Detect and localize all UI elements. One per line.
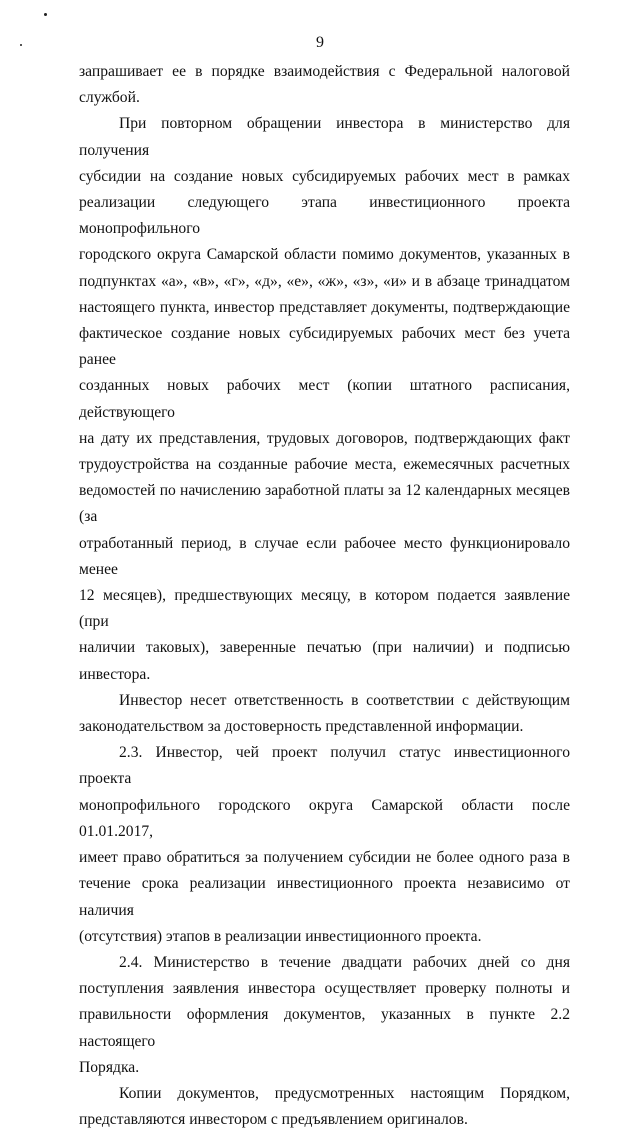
text-line: городского округа Самарской области помимо документов, указанных в (79, 246, 570, 264)
text-line: Порядка. (79, 1058, 140, 1076)
text-line: наличии таковых), заверенные печатью (при наличии) и подписью (79, 639, 570, 657)
text-line: субсидии на создание новых субсидируемых рабочих мест в рамках (79, 167, 570, 185)
text-line: реализации следующего этапа инвестиционного проекта монопрофильного (79, 194, 570, 238)
text-line: 12 месяцев), предшествующих месяцу, в котором подается заявление (при (79, 587, 570, 631)
document-body (79, 59, 570, 1133)
text-line: монопрофильного городского округа Самарской области после 01.01.2017, (79, 796, 570, 840)
text-line: Копии документов, предусмотренных настоящим Порядком, (119, 1084, 570, 1102)
text-line: Инвестор несет ответственность в соответствии с действующим (119, 691, 570, 709)
text-line: законодательством за достоверность представленной информации. (79, 718, 524, 736)
text-line: на дату их представления, трудовых договоров, подтверждающих факт (79, 429, 570, 447)
text-line: поступления заявления инвестора осуществляет проверку полноты и (79, 980, 570, 998)
text-line: 2.3. Инвестор, чей проект получил статус инвестиционного проекта (79, 744, 570, 788)
text-line: При повторном обращении инвестора в министерство для получения (79, 115, 570, 159)
text-line: трудоустройства на созданные рабочие места, ежемесячных расчетных (79, 456, 570, 474)
text-line: запрашивает ее в порядке взаимодействия с Федеральной налоговой (79, 63, 570, 80)
text-line: 2.4. Министерство в течение двадцати рабочих дней со дня (119, 953, 570, 971)
text-line: (отсутствия) этапов в реализации инвестиционного проекта. (79, 927, 482, 945)
text-line: настоящего пункта, инвестор представляет документы, подтверждающие (79, 298, 570, 316)
page-number: 9 (316, 34, 324, 51)
text-line: ведомостей по начислению заработной платы за 12 календарных месяцев (за (79, 482, 570, 526)
text-line: отработанный период, в случае если рабочее место функционировало менее (79, 534, 570, 578)
text-line: инвестора. (79, 665, 151, 683)
text-line: подпунктах «а», «в», «г», «д», «е», «ж», «з», «и» и в абзаце тринадцатом (79, 272, 570, 290)
text-line: течение срока реализации инвестиционного проекта независимо от наличия (79, 875, 570, 919)
text-line: фактическое создание новых субсидируемых рабочих мест без учета ранее (79, 325, 570, 369)
text-line: имеет право обратиться за получением субсидии не более одного раза в (79, 849, 570, 867)
text-line: созданных новых рабочих мест (копии штатного расписания, действующего (79, 377, 570, 421)
text-line: службой. (79, 89, 140, 107)
text-line: правильности оформления документов, указанных в пункте 2.2 настоящего (79, 1006, 570, 1050)
text-line: представляются инвестором с предъявлением оригиналов. (79, 1111, 468, 1129)
scan-speck (44, 13, 47, 16)
